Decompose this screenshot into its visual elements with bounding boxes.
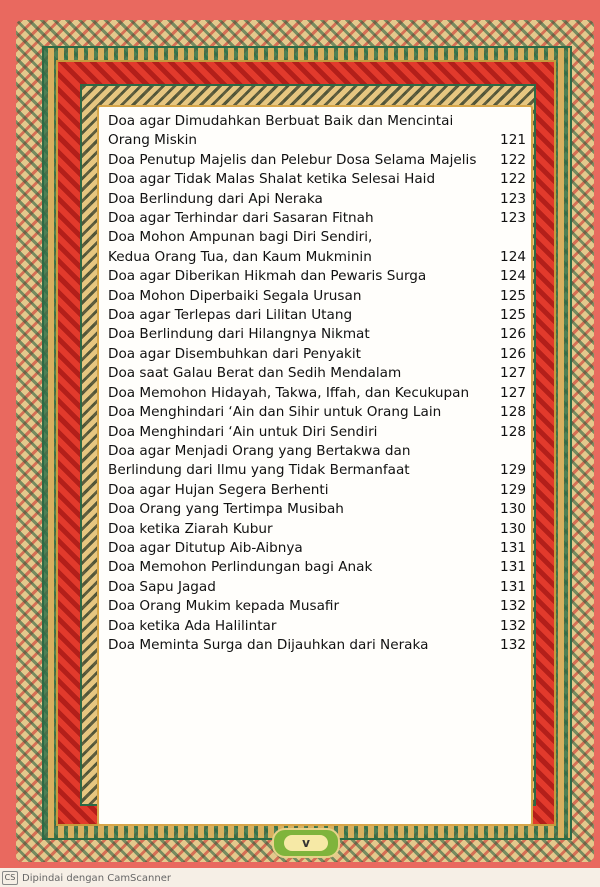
toc-entry [108,442,526,481]
toc-entry [108,597,526,616]
toc-entry-page: 124 [500,268,526,285]
toc-entry-title: Doa Memohon Hidayah, Takwa, Iffah, dan Kecukupan [108,384,470,401]
toc-entry-page: 123 [500,210,526,227]
toc-entry [108,364,526,383]
toc-entry [108,287,526,306]
toc-entry-title: Doa ketika Ziarah Kubur [108,520,273,537]
toc-entry-page: 129 [500,462,526,479]
toc-entry-title: Doa Orang Mukim kepada Musafir [108,598,340,615]
toc-entry-page: 127 [500,384,526,401]
toc-entry-title: Doa Meminta Surga dan Dijauhkan dari Neraka [108,636,429,653]
toc-entry-page: 132 [500,598,526,615]
toc-entry [108,636,526,655]
toc-entry-page: 130 [500,520,526,537]
toc-entry-page: 123 [500,190,526,207]
toc-entry-page: 126 [500,326,526,343]
toc-entry-title: Doa Sapu Jagad [108,578,216,595]
toc-entry [108,539,526,558]
scanner-footer [2,870,171,886]
toc-entry [108,423,526,442]
toc-entry-page: 128 [500,423,526,440]
toc-entry [108,403,526,422]
toc-entry [108,228,526,267]
toc-entry-page: 131 [500,539,526,556]
toc-entry-title: Doa agar Ditutup Aib-Aibnya [108,539,303,556]
toc-entry-title: Doa Berlindung dari Hilangnya Nikmat [108,326,370,343]
toc-entry-page: 132 [500,636,526,653]
toc-entry [108,209,526,228]
toc-entry-page: 128 [500,404,526,421]
page-number-tab [272,828,340,858]
toc-entry-page: 129 [500,481,526,498]
toc-entry-title: Doa agar Disembuhkan dari Penyakit [108,345,362,362]
toc-entry-title: Doa Mohon Ampunan bagi Diri Sendiri, Kedua Orang Tua, dan Kaum Mukminin [108,229,373,265]
toc-entry-title: Doa agar Menjadi Orang yang Bertakwa dan Berlindung dari Ilmu yang Tidak Bermanfaat [108,442,411,479]
toc-entry [108,306,526,325]
toc-entry-page: 124 [500,248,526,265]
page-number: v [284,835,328,851]
toc-entry-title: Doa agar Terhindar dari Sasaran Fitnah [108,210,374,227]
toc-entry-title: Doa agar Diberikan Hikmah dan Pewaris Surga [108,268,427,285]
toc-entry [108,325,526,344]
toc-entry [108,345,526,364]
toc-entry [108,578,526,597]
toc-entry [108,617,526,636]
toc-entry-page: 122 [500,171,526,188]
toc-entry-page: 131 [500,578,526,595]
toc-entry-page: 125 [500,287,526,304]
toc-entry-page: 121 [500,132,526,149]
toc-entry [108,151,526,170]
toc-entry-title: Doa agar Hujan Segera Berhenti [108,481,329,498]
toc-entry-title: Doa Memohon Perlindungan bagi Anak [108,559,373,576]
toc-entry-page: 125 [500,307,526,324]
toc-entry-title: Doa Penutup Majelis dan Pelebur Dosa Selama Majelis [108,151,477,168]
toc-entry [108,520,526,539]
toc-entry-title: Doa Menghindari ‘Ain dan Sihir untuk Orang Lain [108,404,442,421]
toc-entry-page: 132 [500,617,526,634]
toc-entry-page: 131 [500,559,526,576]
camscanner-icon: CS [2,871,18,885]
toc-entry-title: Doa Orang yang Tertimpa Musibah [108,501,344,518]
toc-entry-title: Doa saat Galau Berat dan Sedih Mendalam [108,365,402,382]
toc-entry [108,481,526,500]
toc-entry-title: Doa agar Dimudahkan Berbuat Baik dan Mencintai Orang Miskin [108,113,454,149]
toc-entry-title: Doa Menghindari ‘Ain untuk Diri Sendiri [108,423,378,440]
table-of-contents [108,112,526,655]
scanner-watermark-text: Dipindai dengan CamScanner [22,872,171,884]
toc-entry [108,500,526,519]
toc-entry-title: Doa agar Terlepas dari Lilitan Utang [108,307,353,324]
toc-entry-title: Doa Berlindung dari Api Neraka [108,190,323,207]
toc-entry [108,267,526,286]
toc-entry [108,170,526,189]
toc-entry-title: Doa agar Tidak Malas Shalat ketika Selesai Haid [108,171,436,188]
toc-entry-title: Doa ketika Ada Halilintar [108,617,277,634]
toc-entry-title: Doa Mohon Diperbaiki Segala Urusan [108,287,362,304]
toc-entry [108,112,526,151]
toc-entry [108,190,526,209]
toc-entry-page: 127 [500,365,526,382]
toc-entry-page: 126 [500,345,526,362]
toc-entry [108,558,526,577]
toc-entry [108,384,526,403]
toc-entry-page: 122 [500,151,526,168]
toc-entry-page: 130 [500,501,526,518]
